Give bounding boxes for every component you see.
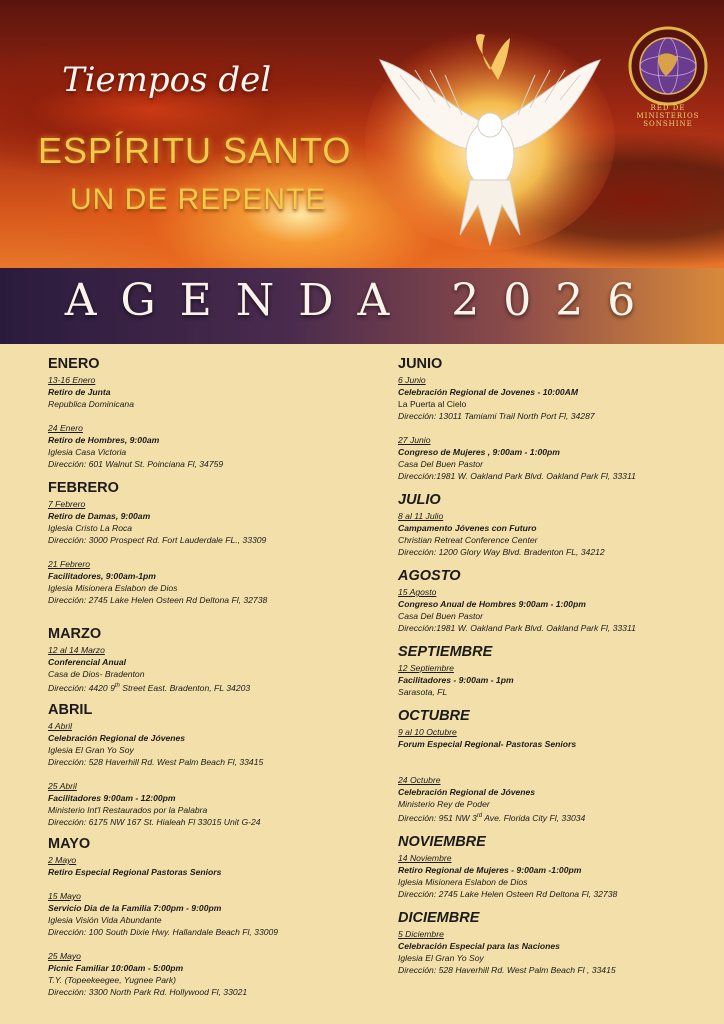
event-address: Dirección: 3000 Prospect Rd. Fort Lauderdale FL., 33309 [48, 535, 267, 545]
month-title: MARZO [48, 626, 102, 642]
event-location: La Puerta al Cielo [398, 399, 467, 409]
event-name: Retiro de Junta [48, 387, 111, 397]
event-name: Retiro de Hombres, 9:00am [48, 435, 160, 445]
hero-banner [0, 0, 724, 270]
event-location: Iglesia Misionera Eslabon de Dios [398, 876, 528, 887]
address-superscript: rd [476, 813, 483, 819]
event-date: 14 Noviembre [398, 852, 452, 863]
month-mayo [48, 836, 378, 998]
ministry-seal-icon [628, 26, 708, 106]
month-title: FEBRERO [48, 480, 119, 496]
month-febrero [48, 480, 378, 606]
hero-title-tiempos: Tiempos del [62, 60, 272, 100]
event-address: Dirección: 2745 Lake Helen Osteen Rd Deltona Fl, 32738 [48, 595, 268, 605]
event-address: Dirección: 528 Haverhill Rd. West Palm Beach Fl, 33415 [48, 756, 264, 767]
event-location: Ministerio Rey de Poder [398, 799, 490, 809]
month-enero [48, 356, 378, 470]
event-date: 15 Agosto [398, 587, 437, 597]
event-date: 25 Abril [48, 780, 77, 791]
event-name: Celebración Regional de Jóvenes [48, 732, 186, 743]
event-location: Iglesia El Gran Yo Soy [48, 744, 134, 755]
event-name: Celebración Regional de Jóvenes [398, 787, 536, 797]
right-column [398, 356, 724, 976]
address-part: Ave. Florida City Fl, 33034 [482, 812, 586, 823]
address-superscript: th [114, 683, 120, 689]
event-address: Dirección: 2745 Lake Helen Osteen Rd Deltona Fl, 32738 [398, 888, 618, 899]
event-address: Dirección: 601 Walnut St. Poinciana Fl, 34759 [48, 459, 224, 469]
event-address: Dirección: 100 South Dixie Hwy. Hallandale Beach Fl, 33009 [48, 926, 279, 937]
event-name: Servicio Dia de la Familia 7:00pm - 9:00pm [48, 902, 222, 913]
month-junio [398, 356, 724, 482]
month-julio [398, 492, 724, 558]
event-name: Conferencial Anual [48, 657, 126, 667]
event-address: Dirección: 1200 Glory Way Blvd. Bradenton FL, 34212 [398, 547, 605, 557]
event-location: Casa Del Buen Pastor [398, 611, 484, 621]
month-diciembre [398, 910, 724, 976]
month-octubre [398, 708, 724, 824]
event-date: 12 Septiembre [398, 663, 454, 673]
event-address: Dirección:1981 W. Oakland Park Blvd. Oakland Park Fl, 33311 [398, 623, 636, 633]
agenda-title: AGENDA 2026 [64, 275, 660, 326]
event-address: Dirección: 13011 Tamiami Trail North Port Fl, 34287 [398, 411, 595, 421]
address-part: Dirección: 4420 9 [48, 682, 115, 693]
event-date: 5 Diciembre [398, 928, 444, 939]
event-location: Sarasota, FL [398, 687, 448, 697]
event-location: Republica Dominicana [48, 399, 134, 409]
month-title: ENERO [48, 356, 100, 372]
event-date: 8 al 11 Julio [398, 511, 444, 521]
seal-caption: RED DE MINISTERIOS SONSHINE [636, 104, 700, 128]
event-location: Casa de Dios- Bradenton [48, 669, 145, 679]
event-address: Dirección: 6175 NW 167 St. Hialeah Fl 33015 Unit G-24 [48, 816, 261, 827]
month-septiembre [398, 644, 724, 698]
event-name: Facilitadores, 9:00am-1pm [48, 571, 156, 581]
event-name: Facilitadores - 9:00am - 1pm [398, 675, 514, 685]
event-name: Campamento Jóvenes con Futuro [398, 523, 537, 533]
event-location: Ministerio Int'l Restaurados por la Palabra [48, 804, 208, 815]
month-noviembre [398, 834, 724, 900]
month-title: JULIO [398, 492, 441, 508]
month-title: JUNIO [398, 356, 443, 372]
event-location: Iglesia Casa Victoria [48, 447, 127, 457]
month-abril [48, 702, 378, 828]
event-date: 7 Febrero [48, 499, 86, 509]
event-name: Congreso Anual de Hombres 9:00am - 1:00pm [398, 599, 586, 609]
event-name: Congreso de Mujeres , 9:00am - 1:00pm [398, 447, 560, 457]
month-marzo [48, 626, 378, 694]
event-address [398, 810, 724, 824]
event-date: 4 Abril [48, 720, 73, 731]
dove-icon [360, 30, 620, 260]
event-location: Iglesia El Gran Yo Soy [398, 952, 484, 963]
event-date: 2 Mayo [48, 854, 77, 865]
hero-title-de-repente: UN DE REPENTE [70, 183, 327, 216]
event-name: Celebración Regional de Jovenes - 10:00AM [398, 387, 579, 397]
address-part: Street East. Bradenton, FL 34203 [119, 682, 251, 693]
event-name: Retiro Regional de Mujeres - 9:00am -1:00pm [398, 864, 582, 875]
event-address: Dirección: 3300 North Park Rd. Hollywood Fl, 33021 [48, 986, 248, 997]
event-name: Forum Especial Regional- Pastoras Seniors [398, 739, 577, 749]
event-date: 24 Enero [48, 423, 83, 433]
event-date: 15 Mayo [48, 890, 81, 901]
event-date: 6 Junio [398, 375, 426, 385]
event-location: Casa Del Buen Pastor [398, 459, 484, 469]
left-column [48, 356, 378, 998]
month-title: SEPTIEMBRE [398, 644, 493, 660]
month-title: ABRIL [48, 701, 93, 718]
event-date: 24 Octubre [398, 775, 441, 785]
event-location: Iglesia Cristo La Roca [48, 523, 133, 533]
event-location: Iglesia Visión Vida Abundante [48, 914, 162, 925]
month-title: OCTUBRE [398, 708, 470, 724]
event-address: Dirección:1981 W. Oakland Park Blvd. Oakland Park Fl, 33311 [398, 471, 636, 481]
event-address: Dirección: 528 Haverhill Rd. West Palm Beach Fl , 33415 [398, 964, 616, 975]
event-name: Facilitadores 9:00am - 12:00pm [48, 792, 176, 803]
event-name: Retiro Especial Regional Pastoras Seniors [48, 866, 222, 877]
event-name: Celebración Especial para las Naciones [398, 940, 560, 951]
event-name: Picnic Familiar 10:00am - 5:00pm [48, 962, 184, 973]
event-date: 9 al 10 Octubre [398, 727, 457, 737]
month-title: DICIEMBRE [398, 909, 480, 926]
address-part: Dirección: 951 NW 3 [398, 812, 477, 823]
month-agosto [398, 568, 724, 634]
event-location: Christian Retreat Conference Center [398, 535, 538, 545]
event-date: 21 Febrero [48, 559, 91, 569]
event-location: Iglesia Misionera Eslabon de Dios [48, 583, 178, 593]
month-title: NOVIEMBRE [398, 833, 486, 850]
event-address [48, 680, 378, 694]
month-title: AGOSTO [398, 568, 461, 584]
event-date: 13-16 Enero [48, 375, 96, 385]
event-location: T.Y. (Topeekeegee, Yugnee Park) [48, 974, 177, 985]
month-title: MAYO [48, 835, 91, 852]
event-date: 12 al 14 Marzo [48, 645, 105, 655]
event-date: 25 Mayo [48, 950, 81, 961]
event-name: Retiro de Damas, 9:00am [48, 511, 151, 521]
hero-title-espiritu-santo: ESPÍRITU SANTO [38, 130, 352, 171]
event-date: 27 Junio [398, 435, 431, 445]
